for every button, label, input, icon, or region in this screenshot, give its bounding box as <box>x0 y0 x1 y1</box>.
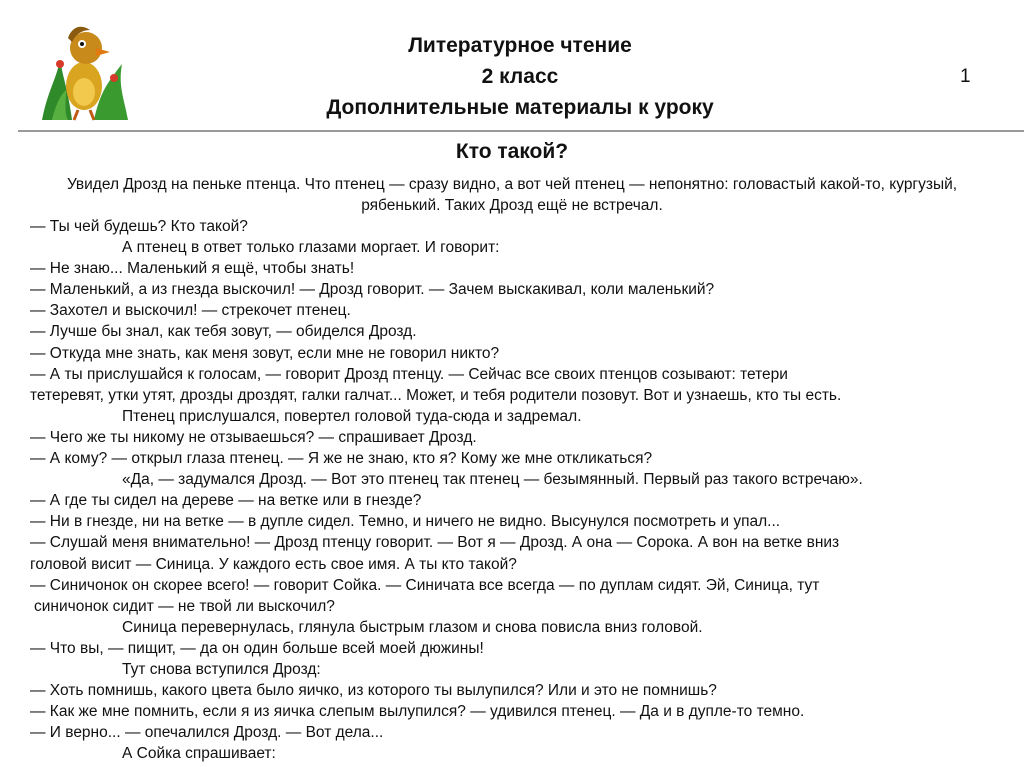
text-line: тетеревят, утки утят, дрозды дроздят, галки галчат... Может, и тебя родители позовут. Вот и узнаешь, кто ты есть. <box>30 386 842 404</box>
text-line: А Сойка спрашивает: <box>122 745 276 763</box>
text-line: Птенец прислушался, повертел головой туда-сюда и задремал. <box>122 407 582 425</box>
text-line: — Слушай меня внимательно! — Дрозд птенцу говорит. — Вот я — Дрозд. А она — Сорока. А вон на ветке вниз <box>30 534 840 552</box>
text-line: А птенец в ответ только глазами моргает. И говорит: <box>122 239 500 257</box>
text-line: Тут снова вступился Дрозд: <box>122 660 321 678</box>
text-line: — А ты прислушайся к голосам, — говорит Дрозд птенцу. — Сейчас все своих птенцов созывают: тетери <box>30 365 788 383</box>
text-line: — Не знаю... Маленький я ещё, чтобы знать! <box>30 260 355 278</box>
text-line: — Ни в гнезде, ни на ветке — в дупле сидел. Темно, и ничего не видно. Высунулся посмотреть и упал... <box>30 513 781 531</box>
text-line: синичонок сидит — не твой ли выскочил? <box>34 597 335 615</box>
text-line: головой висит — Синица. У каждого есть свое имя. А ты кто такой? <box>30 555 517 573</box>
text-line: — Маленький, а из гнезда выскочил! — Дрозд говорит. — Зачем выскакивал, коли маленький? <box>30 281 715 299</box>
text-line: — Чего же ты никому не отзываешься? — спрашивает Дрозд. <box>30 428 477 446</box>
text-line: Синица перевернулась, глянула быстрым глазом и снова повисла вниз головой. <box>122 618 703 636</box>
bird-illustration-icon <box>38 20 130 122</box>
text-line: — Захотел и выскочил! — стрекочет птенец. <box>30 302 351 320</box>
story-title: Кто такой? <box>455 140 569 163</box>
text-line: — Ты чей будешь? Кто такой? <box>30 218 248 235</box>
text-line: — Что вы, — пищит, — да он один больше всей моей дюжины! <box>30 639 484 657</box>
text-line: — Как же мне помнить, если я из яичка слепым вылупился? — удивился птенец. — Да и в дупле-то темно. <box>30 703 805 721</box>
text-line: — А кому? — открыл глаза птенец. — Я же не знаю, кто я? Кому же мне откликаться? <box>30 450 653 468</box>
page-number: 1 <box>960 66 971 87</box>
lesson-header <box>200 30 840 123</box>
text-line: — А где ты сидел на дереве — на ветке или в гнезде? <box>30 492 422 510</box>
text-line: — Синичонок он скорее всего! — говорит Сойка. — Синичата все всегда — по дуплам сидят. Эй, Синица, тут <box>30 576 820 594</box>
text-line: «Да, — задумался Дрозд. — Вот это птенец так птенец — безымянный. Первый раз такого встречаю». <box>122 471 863 489</box>
story-intro: Увидел Дрозд на пеньке птенца. Что птенец — сразу видно, а вот чей птенец — непонятно: головастый какой-то, кургузый, рябенький. Таких Дрозд ещё не встречал. <box>66 176 958 214</box>
header-divider <box>18 130 1024 132</box>
text-line: — Откуда мне знать, как меня зовут, если мне не говорил никто? <box>30 344 500 362</box>
text-line: — Хоть помнишь, какого цвета было яичко, из которого ты вылупился? Или и это не помнишь? <box>30 682 717 700</box>
subject-title: Литературное чтение <box>408 34 632 57</box>
materials-title: Дополнительные материалы к уроку <box>326 96 714 119</box>
grade-title: 2 класс <box>481 65 559 88</box>
text-line: — И верно... — опечалился Дрозд. — Вот дела... <box>30 724 384 742</box>
text-line: — Лучше бы знал, как тебя зовут, — обиделся Дрозд. <box>30 323 417 341</box>
story-text <box>30 216 1014 764</box>
